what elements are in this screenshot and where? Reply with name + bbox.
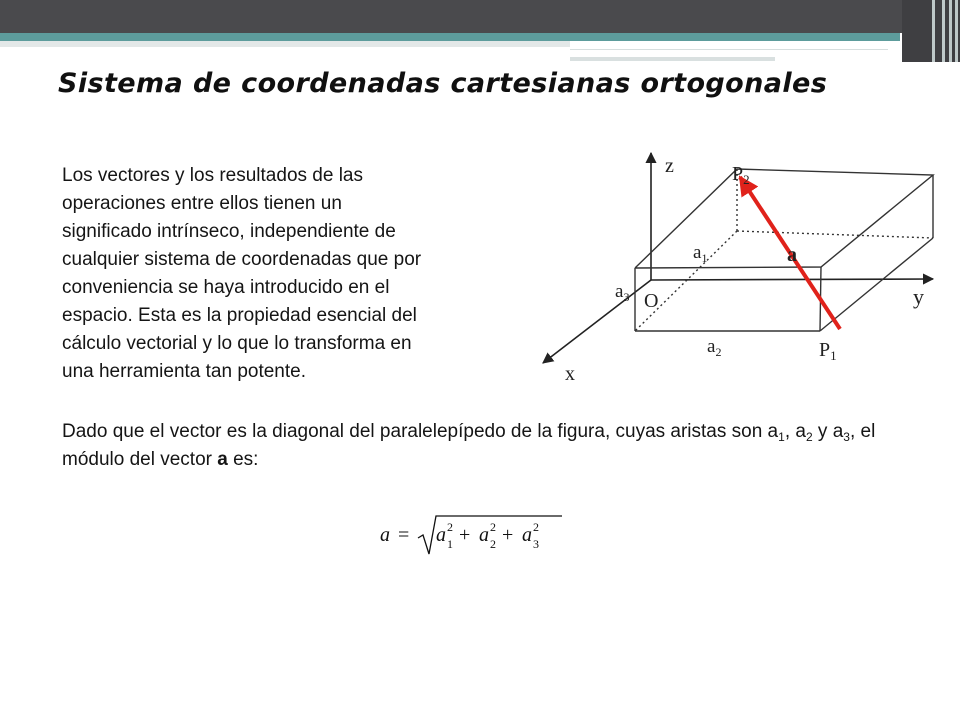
svg-text:2: 2: [533, 520, 539, 534]
accent-line: [570, 49, 888, 54]
svg-text:2: 2: [447, 520, 453, 534]
vector-a-label: a: [787, 244, 797, 266]
svg-text:2: 2: [490, 520, 496, 534]
svg-text:+: +: [459, 524, 471, 546]
p2-label: $P_2$: [732, 163, 750, 187]
formula-lhs: a: [380, 524, 390, 546]
a3-label: $a_3$: [615, 281, 630, 304]
p1-label: $P_1$: [819, 339, 837, 363]
formula-term2: a: [479, 524, 489, 546]
a1-label: $a_1$: [693, 242, 708, 265]
accent-line-2: [570, 57, 775, 61]
modulus-paragraph: Dado que el vector es la diagonal del paralelepípedo de la figura, cuyas aristas son $a_1$, $a_2$ y $a_3$, el módulo del vector a es:: [62, 421, 876, 470]
parallelepiped: [635, 169, 933, 331]
y-label: y: [913, 284, 924, 309]
teal-stripe: [0, 33, 900, 41]
slide-title: Sistema de coordenadas cartesianas ortogonales: [58, 68, 828, 99]
origin-label: O: [644, 290, 659, 312]
a2-label: $a_2$: [707, 336, 722, 359]
formula-term1: a: [436, 524, 446, 546]
header-bar: [0, 0, 960, 33]
corner-decoration: [902, 0, 960, 62]
x-label: x: [565, 363, 575, 385]
modulus-formula: [376, 510, 566, 560]
y-axis: [651, 279, 933, 280]
gray-stripe: [0, 41, 570, 47]
coordinate-figure: [535, 145, 955, 385]
svg-text:2: 2: [490, 537, 496, 551]
formula-term3: a: [522, 524, 532, 546]
formula-equals: =: [398, 524, 410, 546]
z-label: z: [665, 155, 674, 177]
svg-text:+: +: [502, 524, 514, 546]
svg-text:1: 1: [447, 537, 453, 551]
svg-text:3: 3: [533, 537, 539, 551]
intro-paragraph: Los vectores y los resultados de las operaciones entre ellos tienen un significado intrínseco, independiente de cualquier sistema de coordenadas que por conveniencia se haya introducido en el espacio. Esta es la propiedad esencial del cálculo vectorial y lo que lo transforma en una herramienta tan potente.: [62, 165, 422, 382]
